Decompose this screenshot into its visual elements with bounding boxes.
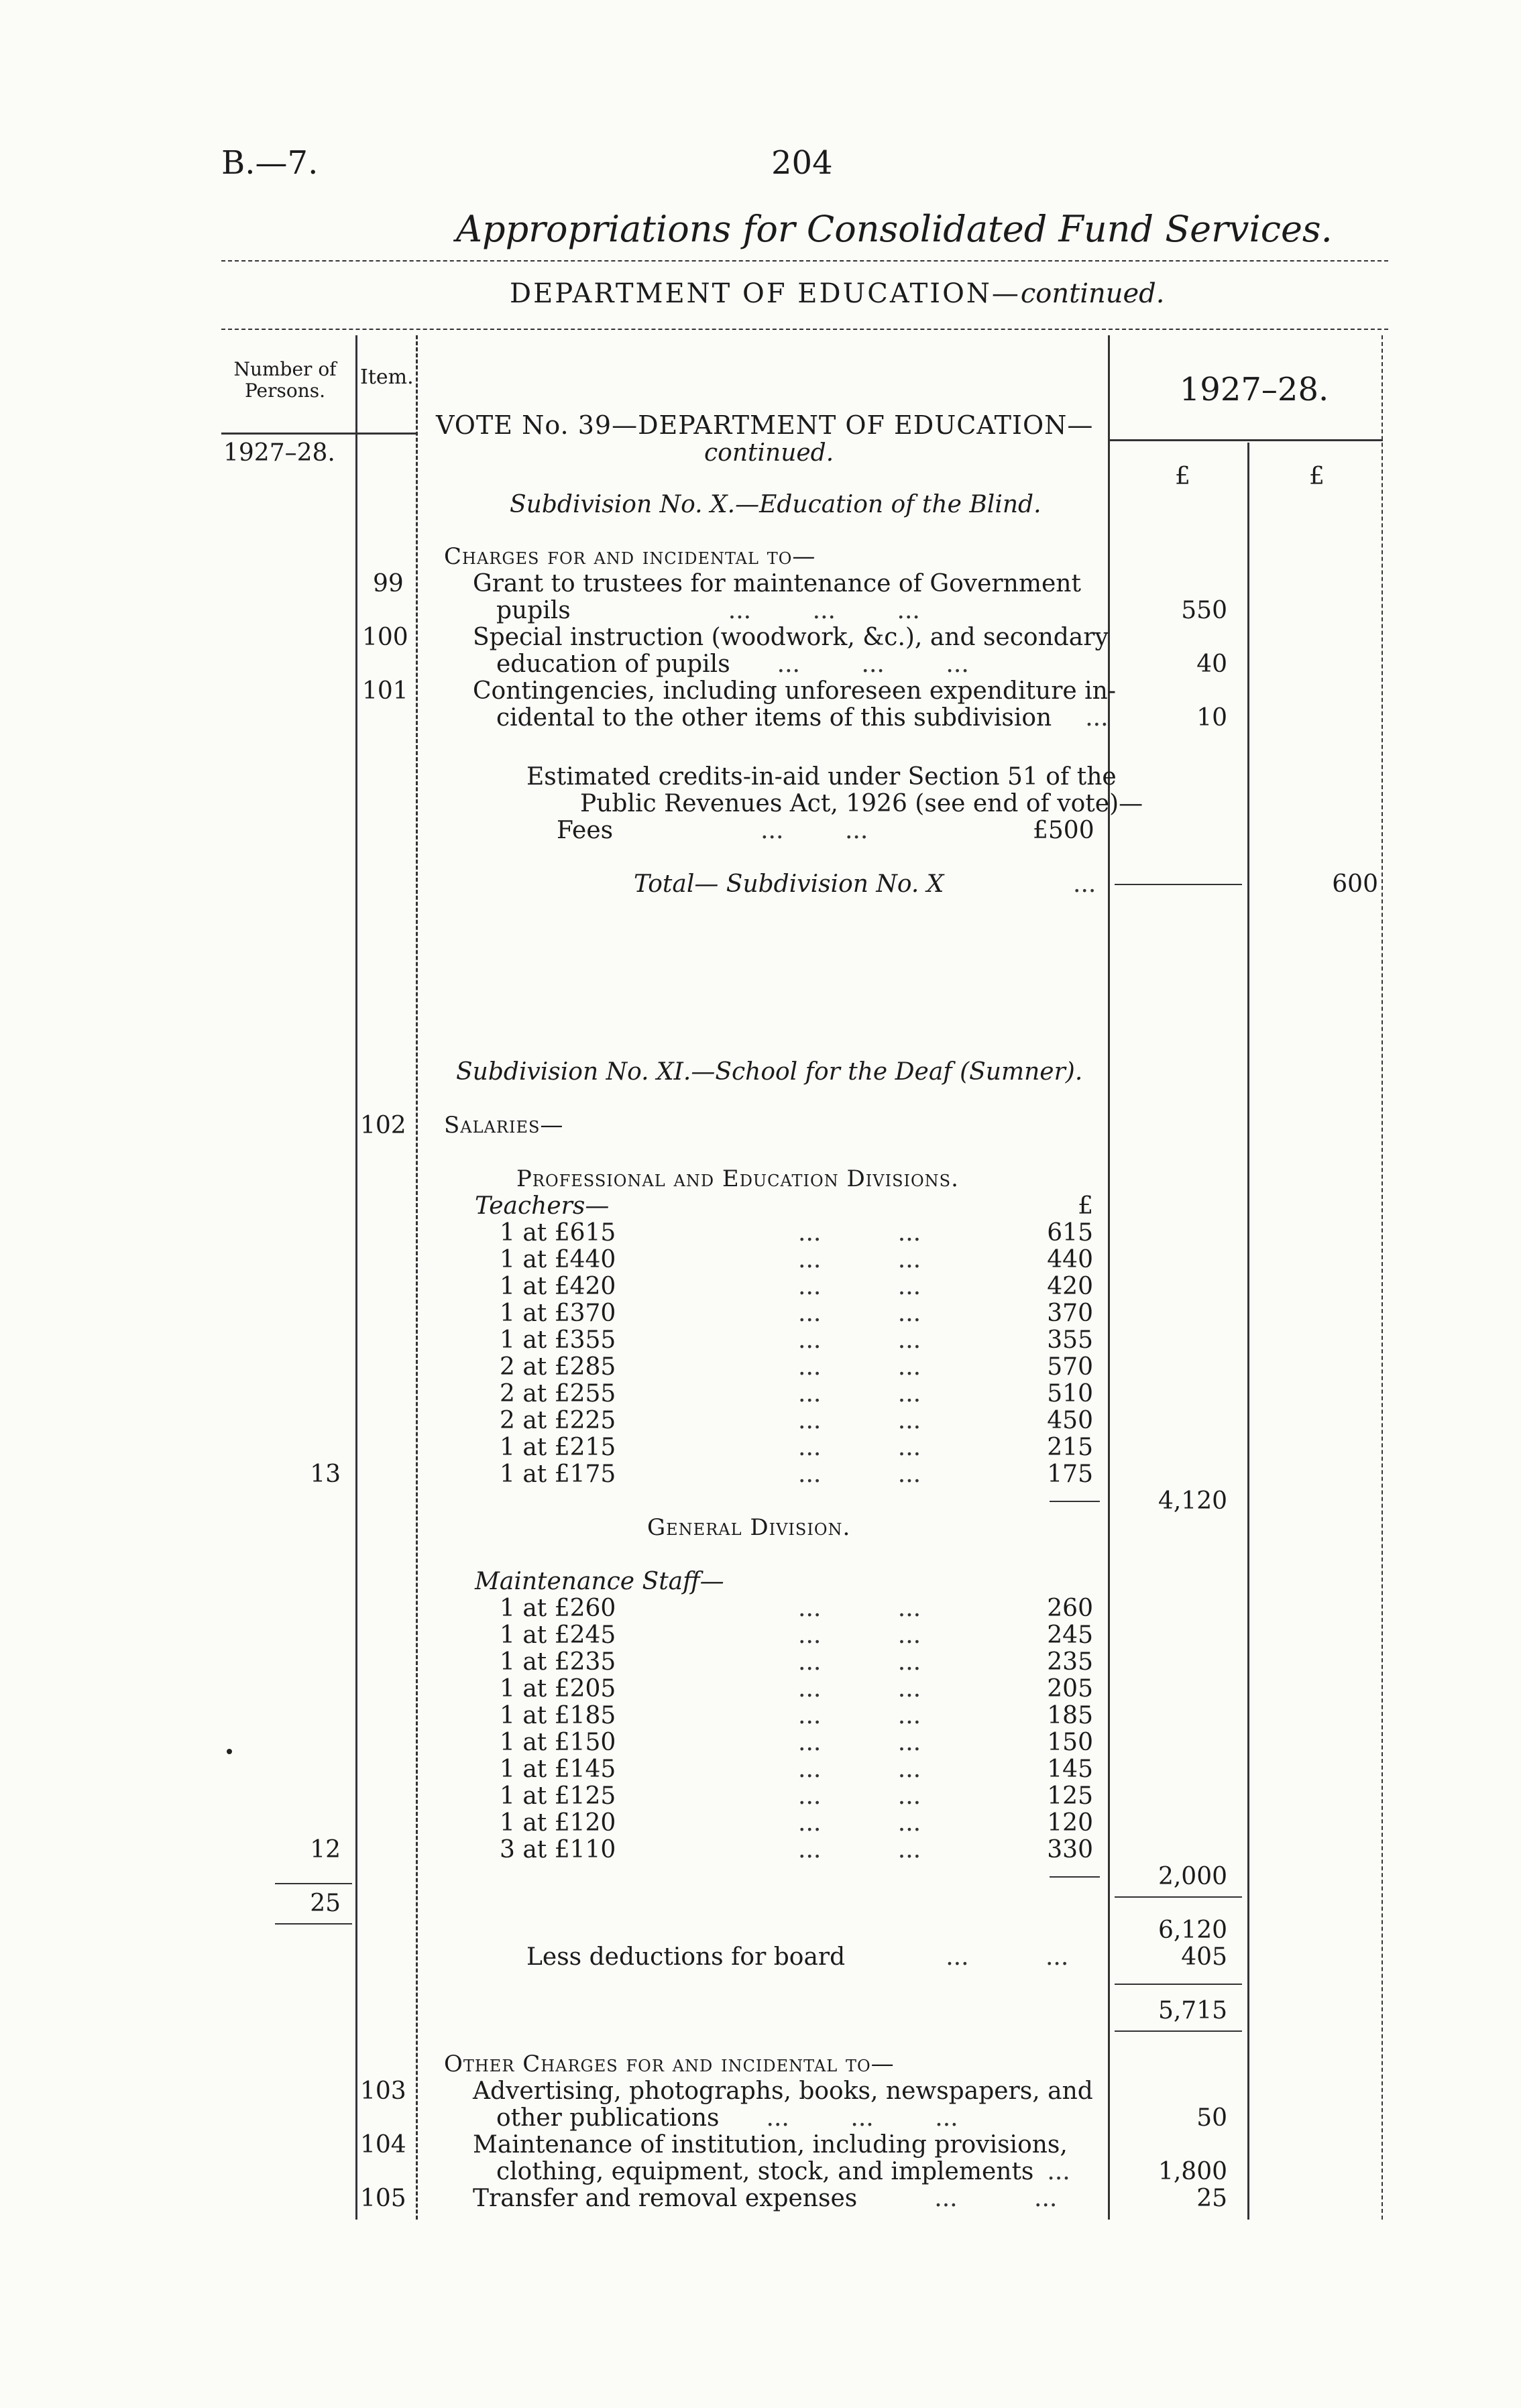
total-subdivision-x-amount: 600 [1332, 870, 1378, 898]
item-amount: 1,800 [1158, 2158, 1227, 2185]
department-heading [510, 278, 1165, 309]
gross-salaries-total: 6,120 [1158, 1916, 1227, 1944]
staff-row-label: 1 at £185 [500, 1702, 616, 1729]
staff-row-amount: 150 [1047, 1729, 1093, 1756]
teachers-total: 4,120 [1158, 1487, 1227, 1515]
column-header-year: 1927–28. [1179, 371, 1329, 408]
staff-row-label: 1 at £120 [500, 1809, 616, 1837]
staff-row-amount: 615 [1047, 1219, 1093, 1247]
ink-speck [227, 1749, 232, 1754]
staff-row-label: 1 at £615 [500, 1219, 616, 1247]
staff-row-amount: 260 [1047, 1595, 1093, 1622]
staff-row-leader: ... ... [798, 1836, 921, 1864]
item-number: 104 [360, 2131, 406, 2159]
page-title: Appropriations for Consolidated Fund Services. [456, 208, 1333, 250]
maintenance-total: 2,000 [1158, 1863, 1227, 1890]
staff-row-amount: 125 [1047, 1782, 1093, 1810]
staff-row-leader: ... ... [798, 1246, 921, 1273]
staff-row-label: 1 at £235 [500, 1648, 616, 1676]
staff-row-leader: ... ... [798, 1648, 921, 1676]
item-description-cont: other publications ... ... ... [496, 2104, 958, 2132]
department-name: DEPARTMENT OF EDUCATION— [510, 278, 1021, 309]
staff-row-leader: ... ... [798, 1675, 921, 1703]
item-number: 101 [362, 677, 408, 705]
staff-row-label: 3 at £110 [500, 1836, 616, 1864]
staff-row-leader: ... ... [798, 1273, 921, 1300]
item-number: 100 [362, 624, 408, 651]
staff-row-leader: ... ... [798, 1702, 921, 1729]
staff-row-amount: 450 [1047, 1407, 1093, 1434]
item-number: 99 [373, 570, 404, 597]
item-description-cont: clothing, equipment, stock, and implements ... [496, 2158, 1070, 2185]
item-description: Maintenance of institution, including provisions, [473, 2131, 1068, 2159]
fees-label: Fees ... ... [557, 817, 868, 844]
staff-row-leader: ... ... [798, 1326, 921, 1354]
staff-row-label: 1 at £370 [500, 1300, 616, 1327]
staff-row-leader: ... ... [798, 1782, 921, 1810]
item-column-divider [416, 335, 418, 2220]
staff-row-amount: 330 [1047, 1836, 1093, 1864]
staff-row-label: 1 at £145 [500, 1756, 616, 1783]
item-amount: 10 [1196, 704, 1227, 732]
amount-subcolumn-divider [1247, 443, 1249, 2220]
less-deductions-label: Less deductions for board ... ... [526, 1943, 1069, 1971]
pound-sign-column-2: £ [1309, 463, 1325, 490]
net-rule-bottom [1115, 2030, 1242, 2032]
page-number: 204 [771, 144, 833, 182]
column-header-item: Item. [360, 365, 414, 389]
staff-row-leader: ... ... [798, 1595, 921, 1622]
teachers-label: Teachers— [475, 1192, 610, 1220]
staff-row-label: 1 at £150 [500, 1729, 616, 1756]
persons-column-divider [355, 335, 357, 2220]
maintenance-sum-rule [1050, 1876, 1100, 1878]
staff-row-amount: 370 [1047, 1300, 1093, 1327]
staff-row-leader: ... ... [798, 1219, 921, 1247]
staff-row-leader: ... ... [798, 1729, 921, 1756]
item-description: Special instruction (woodwork, &c.), and secondary [473, 624, 1109, 651]
staff-row-amount: 205 [1047, 1675, 1093, 1703]
item-description-cont: education of pupils ... ... ... [496, 650, 969, 678]
staff-row-leader: ... ... [798, 1809, 921, 1837]
item-description-cont: cidental to the other items of this subdivision ... [496, 704, 1109, 732]
staff-row-amount: 145 [1047, 1756, 1093, 1783]
subtotal-rule [1115, 1896, 1242, 1898]
persons-sum-rule [275, 1883, 352, 1884]
staff-row-leader: ... ... [798, 1434, 921, 1461]
staff-row-leader: ... ... [798, 1756, 921, 1783]
staff-row-leader: ... ... [798, 1300, 921, 1327]
pound-sign: £ [1078, 1192, 1093, 1220]
maintenance-staff-label: Maintenance Staff— [475, 1568, 724, 1595]
header-rule [221, 260, 1388, 262]
credits-in-aid-line-2: Public Revenues Act, 1926 (see end of vote)— [580, 790, 1143, 817]
persons-total-rule [275, 1923, 352, 1925]
staff-row-amount: 245 [1047, 1621, 1093, 1649]
teachers-sum-rule [1050, 1501, 1100, 1502]
staff-row-amount: 235 [1047, 1648, 1093, 1676]
staff-row-amount: 120 [1047, 1809, 1093, 1837]
item-description: Grant to trustees for maintenance of Government [473, 570, 1081, 597]
item-amount: 550 [1181, 597, 1227, 624]
staff-row-amount: 510 [1047, 1380, 1093, 1408]
charges-heading: Charges for and incidental to— [444, 543, 816, 570]
document-code: B.—7. [221, 144, 319, 182]
staff-row-amount: 420 [1047, 1273, 1093, 1300]
right-edge-rule [1382, 335, 1383, 2220]
persons-header-rule [221, 433, 416, 435]
staff-row-leader: ... ... [798, 1380, 921, 1408]
staff-row-amount: 355 [1047, 1326, 1093, 1354]
staff-row-amount: 175 [1047, 1460, 1093, 1488]
item-description: Advertising, photographs, books, newspapers, and [473, 2077, 1093, 2105]
vote-continued: continued. [704, 439, 834, 467]
professional-division-heading: Professional and Education Divisions. [516, 1165, 959, 1192]
teachers-persons-count: 13 [310, 1460, 341, 1488]
staff-row-label: 1 at £125 [500, 1782, 616, 1810]
year-header-rule [1108, 439, 1383, 441]
subdivision-xi-heading: Subdivision No. XI.—School for the Deaf (Sumner). [456, 1058, 1083, 1086]
persons-year: 1927–28. [223, 439, 335, 467]
item-description: Transfer and removal expenses ... ... [473, 2185, 1058, 2212]
staff-row-leader: ... ... [798, 1621, 921, 1649]
staff-row-label: 1 at £420 [500, 1273, 616, 1300]
staff-row-leader: ... ... [798, 1353, 921, 1381]
other-charges-heading: Other Charges for and incidental to— [444, 2051, 895, 2077]
staff-row-label: 1 at £440 [500, 1246, 616, 1273]
subdivision-x-heading: Subdivision No. X.—Education of the Blind. [510, 491, 1041, 518]
item-number: 105 [360, 2185, 406, 2212]
staff-row-label: 2 at £225 [500, 1407, 616, 1434]
fees-amount: £500 [1033, 817, 1094, 844]
general-division-heading: General Division. [647, 1514, 851, 1541]
department-continued: continued. [1020, 278, 1165, 309]
item-amount: 25 [1196, 2185, 1227, 2212]
staff-row-label: 1 at £260 [500, 1595, 616, 1622]
staff-row-label: 1 at £205 [500, 1675, 616, 1703]
pound-sign-column-1: £ [1175, 463, 1190, 490]
item-number: 103 [360, 2077, 406, 2105]
total-subdivision-x-label: Total— Subdivision No. X [634, 870, 944, 898]
table-top-rule [221, 329, 1388, 330]
less-deductions-amount: 405 [1181, 1943, 1227, 1971]
staff-row-label: 1 at £245 [500, 1621, 616, 1649]
staff-row-leader: ... ... [798, 1460, 921, 1488]
item-amount: 40 [1196, 650, 1227, 678]
item-number: 102 [360, 1112, 406, 1139]
credits-in-aid-line-1: Estimated credits-in-aid under Section 51 of the [526, 763, 1117, 791]
vote-title: VOTE No. 39—DEPARTMENT OF EDUCATION— [436, 410, 1094, 440]
column-header-persons: Number of Persons. [233, 358, 337, 402]
salaries-heading: Salaries— [444, 1112, 564, 1139]
item-amount: 50 [1196, 2104, 1227, 2132]
net-salaries-total: 5,715 [1158, 1997, 1227, 2024]
staff-row-leader: ... ... [798, 1407, 921, 1434]
staff-row-amount: 185 [1047, 1702, 1093, 1729]
net-rule [1115, 1984, 1242, 1985]
staff-row-label: 1 at £175 [500, 1460, 616, 1488]
staff-row-amount: 570 [1047, 1353, 1093, 1381]
staff-row-amount: 215 [1047, 1434, 1093, 1461]
staff-row-label: 1 at £215 [500, 1434, 616, 1461]
total-rule [1115, 884, 1242, 885]
item-description: Contingencies, including unforeseen expenditure in- [473, 677, 1117, 705]
item-description-cont: pupils ... ... ... [496, 597, 920, 624]
staff-row-label: 1 at £355 [500, 1326, 616, 1354]
maintenance-persons-count: 12 [310, 1836, 341, 1864]
total-leader: ... [1073, 870, 1096, 898]
persons-total: 25 [310, 1890, 341, 1917]
staff-row-amount: 440 [1047, 1246, 1093, 1273]
staff-row-label: 2 at £255 [500, 1380, 616, 1408]
staff-row-label: 2 at £285 [500, 1353, 616, 1381]
